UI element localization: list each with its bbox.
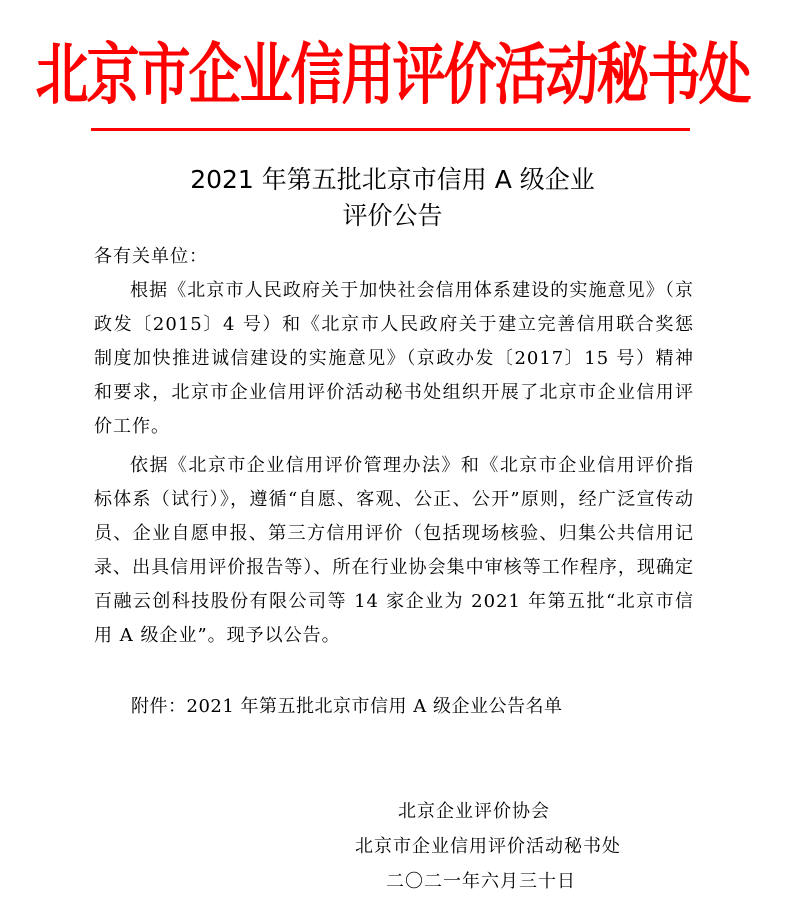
document-title-line1: 2021 年第五批北京市信用 A 级企业 [190, 165, 595, 194]
letterhead-divider [91, 128, 690, 131]
paragraph-1: 根据《北京市人民政府关于加快社会信用体系建设的实施意见》（京政发〔2015〕4 号）和《北京市人民政府关于建立完善信用联合奖惩制度加快推进诚信建设的实施意见》（京政办发〔2017〕15 号）精神和要求，北京市企业信用评价活动秘书处组织开展了北京市企业信用评价工作。 [94, 280, 694, 437]
signature-date: 二〇二一年六月三十日 [386, 871, 576, 892]
letterhead-title: 北京市企业信用评价活动秘书处 [35, 37, 750, 114]
signature-org-2: 北京市企业信用评价活动秘书处 [355, 836, 621, 857]
attachment-line: 附件：2021 年第五批北京市信用 A 级企业公告名单 [131, 696, 563, 717]
salutation: 各有关单位： [94, 246, 208, 267]
document-title-line2: 评价公告 [342, 201, 443, 230]
signature-org-1: 北京企业评价协会 [398, 801, 550, 822]
paragraph-2: 依据《北京市企业信用评价管理办法》和《北京市企业信用评价指标体系（试行）》，遵循“自愿、客观、公正、公开”原则，经广泛宣传动员、企业自愿申报、第三方信用评价（包括现场核验、归集公共信用记录、出具信用评价报告等）、所在行业协会集中审核等工作程序，现确定百融云创科技股份有限公司等 14 家企业为 2021 年第五批“北京市信用 A 级企业”。现予以公告。 [94, 455, 694, 646]
